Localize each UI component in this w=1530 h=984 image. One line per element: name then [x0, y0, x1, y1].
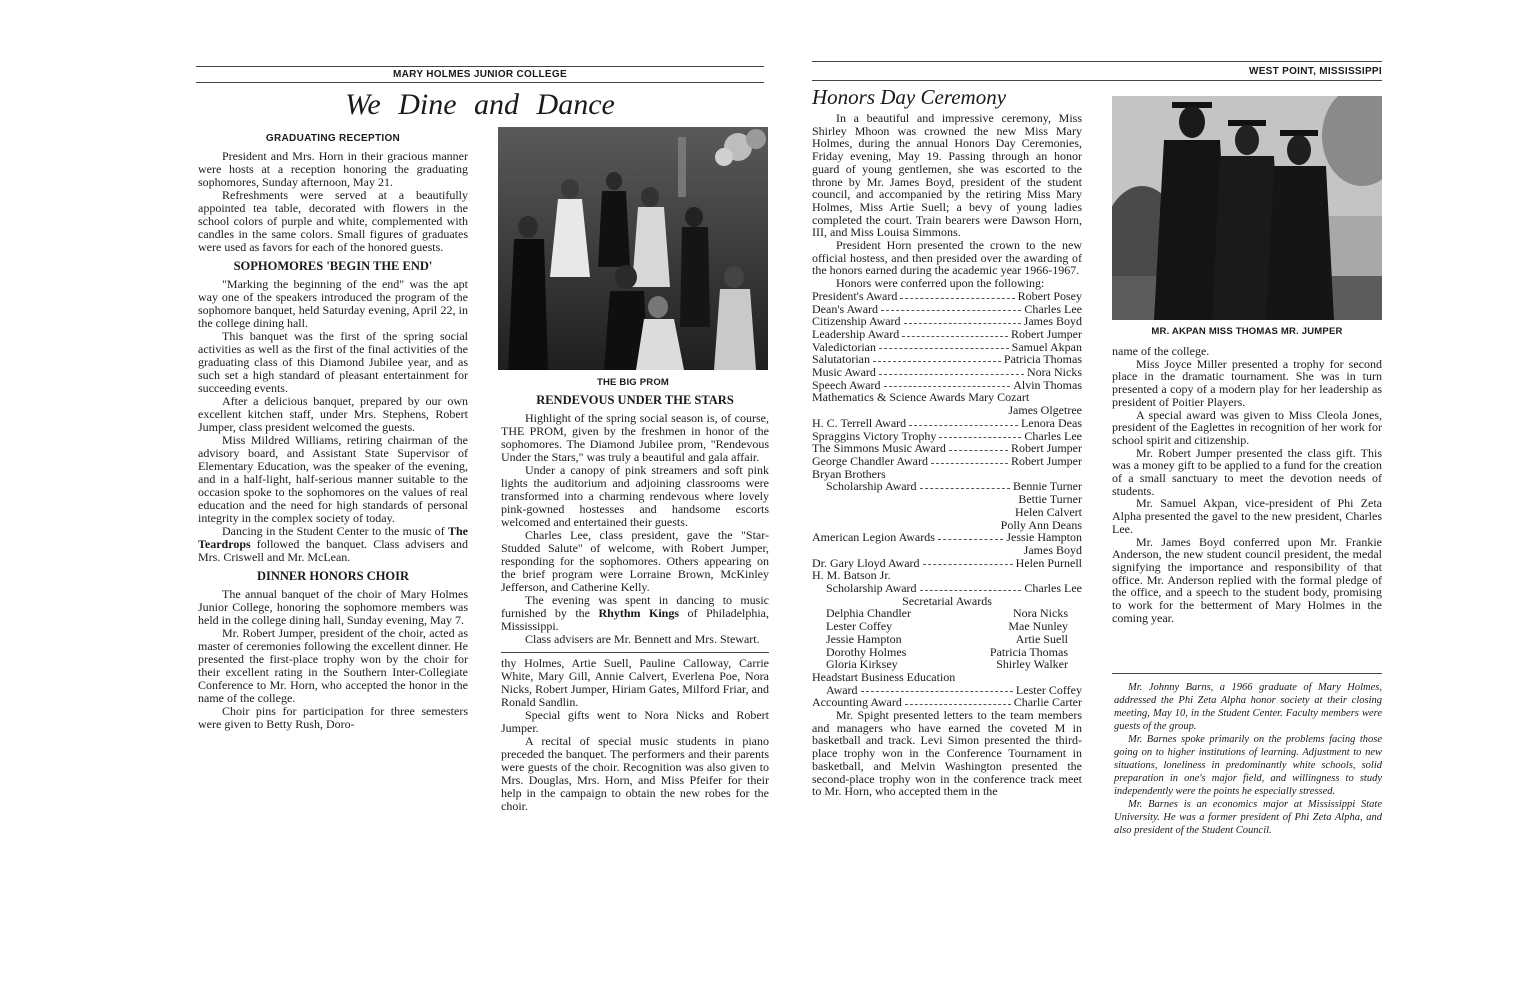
paragraph: Miss Mildred Williams, retiring chairman of the advisory board, and Assistant State Supervisor of Elementary Education, was the speaker of the evening, and in a half-light, half-serious manner suitable to the occasion spoke to the sophomores on the values of real education and the need for high standards of personal integrity in the complex society of today.	[198, 433, 468, 525]
award-name: Spraggins Victory Trophy	[812, 428, 937, 443]
award-winner: Delphia Chandler	[826, 606, 911, 621]
paragraph: President and Mrs. Horn in their gracious manner were hosts at a reception honoring the graduating sophomores, Sunday afternoon, May 21.	[198, 149, 468, 189]
section-heading: SOPHOMORES 'BEGIN THE END'	[233, 259, 433, 273]
paragraph: President Horn presented the crown to the new official hostess, and then presided over the awarding of the honors earned during the academic year 1966-1967.	[812, 238, 1082, 278]
award-name: Accounting Award	[812, 695, 902, 710]
award-row	[812, 531, 1082, 544]
paragraph: Mr. James Boyd conferred upon Mr. Frankie Anderson, the new student council president, the medal signifying the importance and responsibility of that office. Mr. Anderson replied with the formal pledge of the office, and a speech to the student body, promising to work for the betterment of Mary Holmes in the coming year.	[1112, 534, 1382, 625]
award-winner: Patricia Thomas	[989, 644, 1068, 659]
graduates-image	[1112, 96, 1382, 320]
column-divider	[501, 652, 769, 653]
award-row: Mathematics & Science Awards Mary Cozart	[812, 390, 1030, 405]
award-name: President's Award	[812, 288, 898, 303]
paragraph: Mr. Barnes spoke primarily on the problems facing those going on to higher institutions of learning. Adjustment to new situations, loneliness in predominantly white schools, solid preparation in one's major field, and willingness to study independently were the points he especially stressed.	[1114, 734, 1382, 797]
running-head-right	[812, 66, 1382, 77]
award-name: Dr. Gary Lloyd Award	[812, 555, 920, 570]
paragraph: Mr. Spight presented letters to the team members and managers who have earned the coveted M in basketball and track. Levi Simon presented the third-place trophy won in the Conference Tournament in basketball, and Melvin Washington presented the second-place trophy won in the conference track meet to Mr. Horn, who accepted them in the	[812, 708, 1082, 799]
award-name: Dean's Award	[812, 301, 879, 316]
paragraph: "Marking the beginning of the end" was the apt way one of the speakers introduced the program of the sophomore banquet, held Saturday evening, April 22, in the college dining hall.	[198, 277, 468, 330]
award-row	[812, 455, 1082, 468]
award-winner: Artie Suell	[1015, 631, 1068, 646]
sub-rule-right	[812, 80, 1382, 81]
award-row	[812, 290, 1082, 303]
headline-we-dine-and-dance: We Dine and Dance	[345, 88, 615, 121]
paragraph: Mr. Robert Jumper, president of the choir, acted as master of ceremonies following the excellent dinner. He presented the first-place trophy won by the choir for their excellent rating in the Southern Inter-Collegiate Conference to Mr. Horn, who accepted the honor in the name of the college.	[198, 626, 468, 705]
paragraph: thy Holmes, Artie Suell, Pauline Calloway, Carrie White, Mary Gill, Annie Calvert, Everlena Poe, Nora Nicks, Robert Jumper, Hiriam Gates, Milford Friar, and Ronald Sandlin.	[501, 656, 769, 709]
award-winner: Bennie Turner	[1013, 479, 1082, 494]
award-winner: Charlie Carter	[1013, 695, 1082, 710]
award-winner: Shirley Walker	[996, 657, 1068, 672]
paragraph: In a beautiful and impressive ceremony, Miss Shirley Mhoon was crowned the new Miss Mary Holmes, during the annual Honors Day Ceremonies, Friday evening, May 19. Passing through an honor guard of young gentlemen, she was escorted to the throne by Mr. James Boyd, president of the student council, and accompanied by the retiring Miss Mary Holmes, Miss Artie Suell; a bevy of young ladies completed the court. Train bearers were Dawson Horn, III, and Miss Louisa Simmons.	[812, 111, 1082, 240]
photo-caption: THE BIG PROM	[596, 377, 670, 388]
top-rule-right	[812, 61, 1382, 62]
award-winner: Patricia Thomas	[1003, 352, 1082, 367]
paragraph: Honors were conferred upon the following:	[836, 276, 1045, 291]
section-heading: RENDEVOUS UNDER THE STARS	[536, 393, 734, 407]
award-heading: Headstart Business Education	[812, 669, 956, 684]
award-winner: Dorothy Holmes	[826, 644, 907, 659]
barns-note	[1114, 681, 1382, 837]
paragraph: Mr. Johnny Barns, a 1966 graduate of Mary Holmes, addressed the Phi Zeta Alpha honor society at their closing meeting, May 10, in the Student Center. Faculty members were guests of the group.	[1114, 682, 1382, 732]
paragraph: name of the college.	[1112, 344, 1210, 358]
award-winner: James Olgetree	[1008, 403, 1082, 418]
text-run: The evening was spent in dancing to music furnished by the	[501, 593, 769, 620]
paragraph: A special award was given to Miss Cleola Jones, president of the Eaglettes in recognition of her work for school spirit and citizenship.	[1112, 407, 1382, 447]
paragraph: Miss Joyce Miller presented a trophy for second place in the dramatic tournament. She was in turn presented a copy of a modern play for her leadership as president of Poitier Players.	[1112, 356, 1382, 409]
secretarial-list	[812, 607, 1082, 671]
award-row	[812, 582, 1082, 595]
graduates-photo	[1112, 96, 1382, 320]
award-winner: Gloria Kirksey	[826, 657, 898, 672]
award-winner: Nora Nicks	[1013, 606, 1068, 621]
prom-photo	[498, 127, 768, 370]
award-name: American Legion Awards	[812, 530, 935, 545]
award-row	[812, 417, 1082, 430]
award-winner: Mae Nunley	[1008, 619, 1068, 634]
award-pair-row	[812, 633, 1082, 646]
award-winner: Nora Nicks	[1027, 365, 1082, 380]
paragraph: Mr. Barnes is an economics major at Mississippi State University. He was a former president of Phi Zeta Alpha, and also president of the Student Council.	[1114, 799, 1382, 836]
award-winner: James Boyd	[1023, 314, 1082, 329]
headline-honors-day: Honors Day Ceremony	[812, 85, 1007, 109]
award-winner: James Boyd	[1023, 542, 1082, 557]
award-winner: Helen Calvert	[1015, 504, 1082, 519]
paragraph: Mr. Robert Jumper presented the class gift. This was a money gift to be applied to a fund for the creation of a small sanctuary to meet the devotion needs of students.	[1112, 445, 1382, 498]
award-name: The Simmons Music Award	[812, 441, 946, 456]
award-name: Citizenship Award	[812, 314, 901, 329]
text-run: followed the banquet. Class advisers and Mrs. Criswell and Mr. McLean.	[198, 537, 468, 564]
awards-list	[812, 417, 1082, 468]
award-name: Music Award	[812, 365, 876, 380]
award-name: Scholarship Award	[826, 581, 917, 596]
award-name: Scholarship Award	[826, 479, 917, 494]
column-3	[812, 112, 1082, 798]
paragraph: After a delicious banquet, prepared by our own excellent kitchen staff, under Mrs. Stephens, Robert Jumper, class president welcomed the guests.	[198, 394, 468, 434]
award-name: Award	[826, 682, 858, 697]
column-divider	[1112, 673, 1382, 674]
column-2	[501, 388, 769, 813]
section-heading: GRADUATING RECEPTION	[265, 133, 401, 144]
award-name: Speech Award	[812, 377, 881, 392]
column-4	[1112, 345, 1382, 624]
paragraph: Mr. Samuel Akpan, vice-president of Phi Zeta Alpha presented the gavel to the new president, Charles Lee.	[1112, 496, 1382, 536]
award-heading: Secretarial Awards	[902, 593, 992, 608]
award-winner: Charles Lee	[1024, 581, 1082, 596]
awards-list	[812, 290, 1082, 392]
photo-caption: MR. AKPAN MISS THOMAS MR. JUMPER	[1151, 326, 1343, 337]
award-winner: Jessie Hampton	[826, 631, 902, 646]
award-winner: Alvin Thomas	[1013, 377, 1082, 392]
paragraph: Special gifts went to Nora Nicks and Robert Jumper.	[501, 708, 769, 735]
paragraph: The annual banquet of the choir of Mary Holmes Junior College, honoring the sophomore members was held in the college dining hall, Sunday evening, May 7.	[198, 587, 468, 627]
award-winner: Jessie Hampton	[1006, 530, 1082, 545]
text-run: Dancing in the Student Center to the music of	[222, 524, 448, 538]
award-winner: Lester Coffey	[1015, 682, 1082, 697]
running-head-text: WEST POINT, MISSISSIPPI	[1248, 66, 1382, 77]
paragraph: A recital of special music students in piano preceded the banquet. The performers and their parents were guests of the choir. Recognition was also given to Mrs. Douglas, Mrs. Horn, and Miss Pfeifer for their help in the campaign to obtain the new robes for the choir.	[501, 734, 769, 813]
award-name: Leadership Award	[812, 326, 900, 341]
award-winner: Robert Jumper	[1011, 453, 1082, 468]
award-winner: Robert Jumper	[1011, 326, 1082, 341]
award-name: Valedictorian	[812, 339, 876, 354]
award-winner: Lester Coffey	[826, 619, 893, 634]
award-winner: Bettie Turner	[1018, 492, 1082, 507]
running-head-left: MARY HOLMES JUNIOR COLLEGE	[393, 69, 567, 80]
award-winner: Robert Jumper	[1011, 441, 1082, 456]
prom-dancers-image	[498, 127, 768, 370]
award-winner: Polly Ann Deans	[1000, 517, 1082, 532]
paragraph: Class advisers are Mr. Bennett and Mrs. Stewart.	[525, 632, 760, 646]
paragraph	[501, 594, 769, 633]
award-winner: Lenora Deas	[1021, 415, 1082, 430]
band-name: The Teardrops	[198, 524, 468, 551]
award-sponsor: Bryan Brothers	[812, 466, 886, 481]
paragraph: Charles Lee, class president, gave the "Star-Studded Salute" of welcome, with Robert Jumper, responding for the sophomores. Others appearing on the brief program were Lorraine Brown, McKinley Jefferson, and Catherine Kelly.	[501, 528, 769, 594]
band-name: Rhythm Kings	[598, 606, 680, 620]
award-winner: Helen Purnell	[1015, 555, 1082, 570]
paragraph: Refreshments were served at a beautifully appointed tea table, decorated with flowers in the school colors of purple and white, complemented with candles in the same colors. Small figures of graduates were used as favors for each of the honored guests.	[198, 188, 468, 254]
award-row	[812, 366, 1082, 379]
paragraph: This banquet was the first of the spring social activities as well as the first of the final activities of the graduating class of this Diamond Jubilee year, and as such set a high standard of pleasant entertainment for succeeding events.	[198, 329, 468, 395]
award-name: H. C. Terrell Award	[812, 415, 907, 430]
sub-rule-left	[196, 82, 764, 83]
section-heading: DINNER HONORS CHOIR	[256, 569, 410, 583]
top-rule-left	[196, 66, 764, 67]
award-winner: Samuel Akpan	[1011, 339, 1082, 354]
award-pair-row	[812, 620, 1082, 633]
award-sponsor: H. M. Batson Jr.	[812, 568, 891, 583]
paragraph: Highlight of the spring social season is, of course, THE PROM, given by the freshmen in honor of the sophomores. The Diamond Jubilee prom, "Rendevous Under the Stars," was truly a beautiful and gala affair.	[501, 411, 769, 464]
paragraph	[198, 525, 468, 564]
paragraph: Choir pins for participation for three semesters were given to Betty Rush, Doro-	[198, 704, 468, 731]
award-row	[812, 328, 1082, 341]
award-winner: Charles Lee	[1024, 428, 1082, 443]
award-winner: Charles Lee	[1024, 301, 1082, 316]
paragraph: Under a canopy of pink streamers and soft pink lights the auditorium and adjoining classrooms were transformed into a charming rendevous where lovely pink-gowned hostesses and handsome escorts welcomed and entertained their guests.	[501, 463, 769, 529]
award-name: George Chandler Award	[812, 453, 928, 468]
column-1	[198, 128, 468, 731]
text-run: of Philadelphia, Mississippi.	[501, 606, 769, 633]
award-winner: Robert Posey	[1017, 288, 1082, 303]
award-name: Salutatorian	[812, 352, 870, 367]
